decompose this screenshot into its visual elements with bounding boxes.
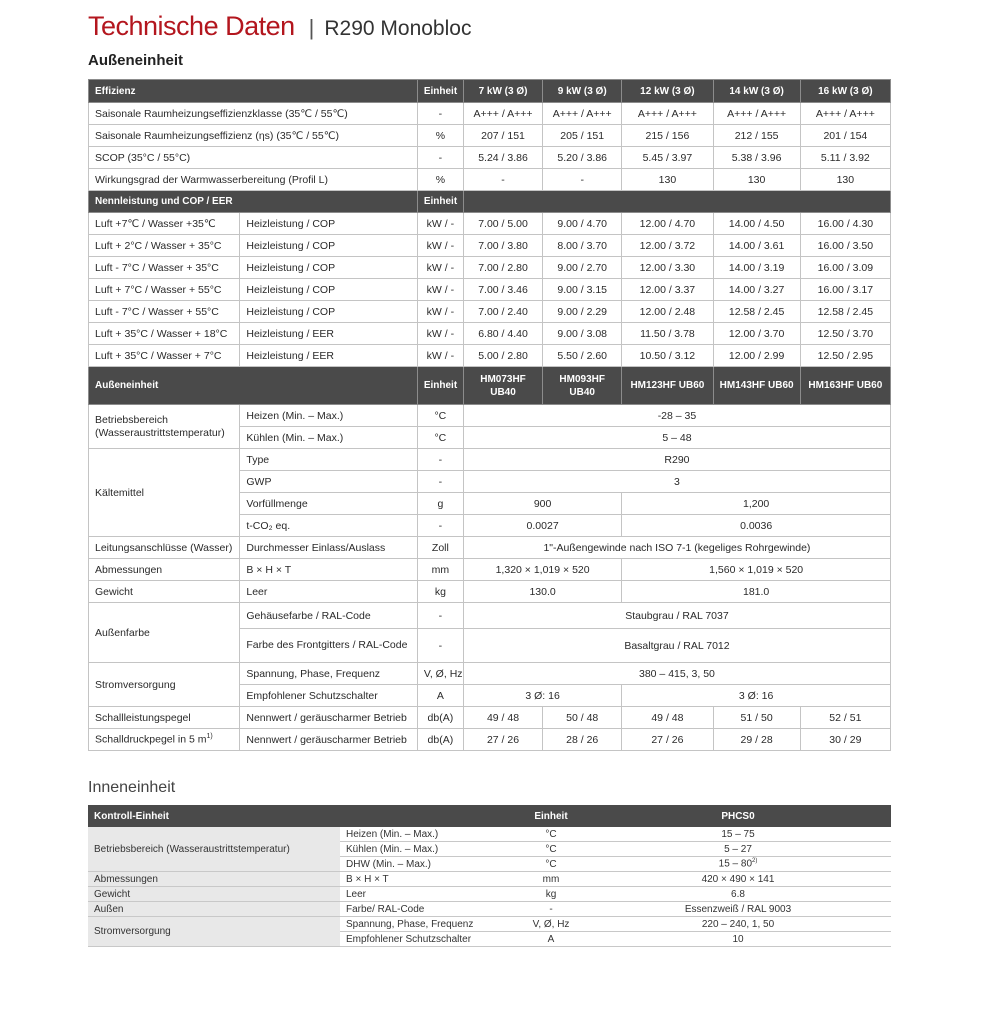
row-param: Empfohlener Schutzschalter (340, 932, 517, 947)
cell-value: 3 Ø: 16 (463, 685, 621, 707)
row-param: Heizleistung / EER (240, 345, 417, 367)
row-label: Außenfarbe (89, 603, 240, 663)
table-row (89, 125, 891, 147)
cell-value: 12.50 / 2.95 (800, 345, 890, 367)
row-unit: g (417, 493, 463, 515)
cell-value: 215 / 156 (622, 125, 713, 147)
cell-value: 9.00 / 2.70 (543, 257, 622, 279)
unit-header-row (89, 367, 891, 405)
cell-value: 16.00 / 3.50 (800, 235, 890, 257)
cell-value: 10 (585, 932, 891, 947)
cell-value: 7.00 / 3.46 (463, 279, 542, 301)
efficiency-header-label: Effizienz (89, 80, 418, 103)
cell-value: 6.80 / 4.40 (463, 323, 542, 345)
cell-value: 220 – 240, 1, 50 (585, 917, 891, 932)
row-unit: kW / - (417, 213, 463, 235)
cell-value: 28 / 26 (543, 729, 622, 751)
cell-value: 12.00 / 3.30 (622, 257, 713, 279)
unit-header-unit: Einheit (417, 367, 463, 405)
row-condition: Luft + 35°C / Wasser + 7°C (89, 345, 240, 367)
model-name: HM073HF UB40 (463, 367, 542, 405)
row-label: Gewicht (89, 581, 240, 603)
row-unit: - (517, 902, 585, 917)
cell-value: 205 / 151 (543, 125, 622, 147)
row-unit: - (417, 515, 463, 537)
indoor-spec-table (88, 805, 891, 947)
cell-value: 5.11 / 3.92 (800, 147, 890, 169)
cell-value: 201 / 154 (800, 125, 890, 147)
cell-value: 27 / 26 (463, 729, 542, 751)
row-label (89, 729, 240, 751)
cell-value: 9.00 / 2.29 (543, 301, 622, 323)
cell-value: 12.58 / 2.45 (800, 301, 890, 323)
cell-value: 3 Ø: 16 (622, 685, 891, 707)
row-label: Gewicht (88, 887, 340, 902)
row-param: Gehäusefarbe / RAL-Code (240, 603, 417, 629)
row-label: Betriebsbereich (Wasseraustrittstemperatur) (89, 405, 240, 449)
row-param: Leer (240, 581, 417, 603)
cell-value: 130.0 (463, 581, 621, 603)
table-row (89, 603, 891, 629)
cell-value: 1,200 (622, 493, 891, 515)
table-row (89, 537, 891, 559)
row-unit: - (417, 147, 463, 169)
cell-value: 16.00 / 3.17 (800, 279, 890, 301)
cell-value: 5.00 / 2.80 (463, 345, 542, 367)
cell-value: A+++ / A+++ (543, 103, 622, 125)
cell-value: 16.00 / 4.30 (800, 213, 890, 235)
indoor-heading: Inneneinheit (88, 779, 176, 796)
row-unit: mm (517, 872, 585, 887)
cell-value: 1,320 × 1,019 × 520 (463, 559, 621, 581)
row-unit: - (417, 103, 463, 125)
cell-value: Essenzweiß / RAL 9003 (585, 902, 891, 917)
table-row (89, 235, 891, 257)
row-unit: % (417, 125, 463, 147)
cell-value: 12.00 / 4.70 (622, 213, 713, 235)
rating-header-blank (463, 191, 890, 213)
row-unit: kW / - (417, 345, 463, 367)
row-param: Heizen (Min. – Max.) (240, 405, 417, 427)
table-row (89, 279, 891, 301)
row-unit: °C (517, 827, 585, 842)
row-unit: db(A) (417, 707, 463, 729)
table-row (89, 449, 891, 471)
row-param: Kühlen (Min. – Max.) (240, 427, 417, 449)
row-param: Farbe des Frontgitters / RAL-Code (240, 629, 417, 663)
cell-value: 52 / 51 (800, 707, 890, 729)
rating-header-row (89, 191, 891, 213)
cell-value: 12.00 / 3.72 (622, 235, 713, 257)
row-param: Kühlen (Min. – Max.) (340, 842, 517, 857)
cell-value: 1"-Außengewinde nach ISO 7-1 (kegeliges Rohrgewinde) (463, 537, 890, 559)
row-param: Type (240, 449, 417, 471)
row-param: Spannung, Phase, Frequenz (340, 917, 517, 932)
row-condition: Luft - 7°C / Wasser + 35°C (89, 257, 240, 279)
cell-value: 7.00 / 5.00 (463, 213, 542, 235)
cell-value: 5 – 27 (585, 842, 891, 857)
cell-value: 29 / 28 (713, 729, 800, 751)
cell-value: 0.0027 (463, 515, 621, 537)
efficiency-header-unit: Einheit (417, 80, 463, 103)
table-row (89, 559, 891, 581)
row-param: Heizleistung / COP (240, 213, 417, 235)
row-condition: Luft + 7°C / Wasser + 55°C (89, 279, 240, 301)
table-row (89, 323, 891, 345)
rating-header-unit: Einheit (417, 191, 463, 213)
row-unit: °C (517, 842, 585, 857)
footnote-marker: 1) (206, 733, 213, 741)
cell-value: 49 / 48 (622, 707, 713, 729)
table-row (89, 301, 891, 323)
row-param: Heizleistung / COP (240, 257, 417, 279)
cell-value: 7.00 / 3.80 (463, 235, 542, 257)
row-label-text: Schalldruckpegel in 5 m (95, 733, 207, 746)
table-row (89, 663, 891, 685)
row-label: Wirkungsgrad der Warmwasserbereitung (Profil L) (89, 169, 418, 191)
table-row (88, 902, 891, 917)
row-label: SCOP (35°C / 55°C) (89, 147, 418, 169)
cell-value: 5.24 / 3.86 (463, 147, 542, 169)
cell-value: A+++ / A+++ (800, 103, 890, 125)
cell-value: - (463, 169, 542, 191)
row-condition: Luft + 2°C / Wasser + 35°C (89, 235, 240, 257)
row-param: Farbe/ RAL-Code (340, 902, 517, 917)
table-row (89, 147, 891, 169)
row-condition: Luft - 7°C / Wasser + 55°C (89, 301, 240, 323)
model-name: HM143HF UB60 (713, 367, 800, 405)
row-param: Heizleistung / COP (240, 235, 417, 257)
row-unit: Zoll (417, 537, 463, 559)
row-unit: db(A) (417, 729, 463, 751)
row-unit: V, Ø, Hz (517, 917, 585, 932)
row-param: Nennwert / geräuscharmer Betrieb (240, 729, 417, 751)
cell-value: 15 – 75 (585, 827, 891, 842)
row-label: Betriebsbereich (Wasseraustrittstemperatur) (88, 827, 340, 872)
efficiency-header-row (89, 80, 891, 103)
row-unit: °C (517, 857, 585, 872)
row-param: Heizleistung / EER (240, 323, 417, 345)
cell-value: 9.00 / 3.08 (543, 323, 622, 345)
outdoor-spec-table (88, 79, 891, 751)
cell-value: - (543, 169, 622, 191)
row-param: Spannung, Phase, Frequenz (240, 663, 417, 685)
row-param: Vorfüllmenge (240, 493, 417, 515)
cell-value: 207 / 151 (463, 125, 542, 147)
row-param: DHW (Min. – Max.) (340, 857, 517, 872)
cell-value: 16.00 / 3.09 (800, 257, 890, 279)
cell-value: 12.58 / 2.45 (713, 301, 800, 323)
row-unit: kW / - (417, 301, 463, 323)
row-unit: kg (417, 581, 463, 603)
cell-value: 12.50 / 3.70 (800, 323, 890, 345)
cell-value: 27 / 26 (622, 729, 713, 751)
table-row (88, 917, 891, 932)
cell-value: 7.00 / 2.80 (463, 257, 542, 279)
cell-value: 14.00 / 3.61 (713, 235, 800, 257)
footnote-marker: 2) (752, 858, 758, 865)
table-row (89, 581, 891, 603)
cell-value: 900 (463, 493, 621, 515)
cell-value: Staubgrau / RAL 7037 (463, 603, 890, 629)
cell-value: 5.45 / 3.97 (622, 147, 713, 169)
page-title (88, 10, 471, 45)
cell-value: 1,560 × 1,019 × 520 (622, 559, 891, 581)
cell-value: 51 / 50 (713, 707, 800, 729)
row-param: t-CO₂ eq. (240, 515, 417, 537)
row-label: Stromversorgung (89, 663, 240, 707)
row-param: Nennwert / geräuscharmer Betrieb (240, 707, 417, 729)
row-label: Saisonale Raumheizungseffizienz (ηs) (35℃ / 55℃) (89, 125, 418, 147)
row-condition: Luft +7℃ / Wasser +35℃ (89, 213, 240, 235)
title-separator: | (308, 15, 315, 40)
table-row (89, 103, 891, 125)
cell-value-text: 15 – 80 (718, 858, 753, 870)
row-unit: °C (417, 427, 463, 449)
model-name: HM163HF UB60 (800, 367, 890, 405)
row-unit: - (417, 603, 463, 629)
row-unit: V, Ø, Hz (417, 663, 463, 685)
row-unit: kW / - (417, 257, 463, 279)
row-label: Abmessungen (88, 872, 340, 887)
model-header: 14 kW (3 Ø) (713, 80, 800, 103)
row-param: Heizen (Min. – Max.) (340, 827, 517, 842)
row-param: B × H × T (240, 559, 417, 581)
model-header: 9 kW (3 Ø) (543, 80, 622, 103)
cell-value: A+++ / A+++ (463, 103, 542, 125)
row-param: Leer (340, 887, 517, 902)
cell-value: -28 – 35 (463, 405, 890, 427)
cell-value: 30 / 29 (800, 729, 890, 751)
cell-value: R290 (463, 449, 890, 471)
title-subtitle: R290 Monobloc (324, 17, 472, 40)
row-unit: °C (417, 405, 463, 427)
row-unit: kW / - (417, 279, 463, 301)
row-label: Saisonale Raumheizungseffizienzklasse (35℃ / 55℃) (89, 103, 418, 125)
table-row (89, 213, 891, 235)
cell-value: 130 (713, 169, 800, 191)
row-label: Abmessungen (89, 559, 240, 581)
model-header: 7 kW (3 Ø) (463, 80, 542, 103)
cell-value: 9.00 / 3.15 (543, 279, 622, 301)
row-unit: A (417, 685, 463, 707)
row-condition: Luft + 35°C / Wasser + 18°C (89, 323, 240, 345)
cell-value: 7.00 / 2.40 (463, 301, 542, 323)
cell-value: 130 (800, 169, 890, 191)
indoor-header-label: Kontroll-Einheit (88, 805, 517, 827)
cell-value: 130 (622, 169, 713, 191)
cell-value: 49 / 48 (463, 707, 542, 729)
model-name: HM093HF UB40 (543, 367, 622, 405)
cell-value: 14.00 / 4.50 (713, 213, 800, 235)
indoor-header-row (88, 805, 891, 827)
cell-value: 12.00 / 2.99 (713, 345, 800, 367)
cell-value: 12.00 / 3.37 (622, 279, 713, 301)
cell-value (585, 857, 891, 872)
cell-value: 14.00 / 3.19 (713, 257, 800, 279)
row-param: Heizleistung / COP (240, 301, 417, 323)
cell-value: 5.38 / 3.96 (713, 147, 800, 169)
table-row (89, 257, 891, 279)
row-param: Durchmesser Einlass/Auslass (240, 537, 417, 559)
model-header: 12 kW (3 Ø) (622, 80, 713, 103)
cell-value: 420 × 490 × 141 (585, 872, 891, 887)
cell-value: 14.00 / 3.27 (713, 279, 800, 301)
unit-header-label: Außeneinheit (89, 367, 418, 405)
row-unit: kW / - (417, 323, 463, 345)
cell-value: 5 – 48 (463, 427, 890, 449)
model-name: HM123HF UB60 (622, 367, 713, 405)
row-unit: A (517, 932, 585, 947)
cell-value: 6.8 (585, 887, 891, 902)
indoor-header-model: PHCS0 (585, 805, 891, 827)
cell-value: 50 / 48 (543, 707, 622, 729)
indoor-header-unit: Einheit (517, 805, 585, 827)
table-row (89, 729, 891, 751)
cell-value: 12.00 / 2.48 (622, 301, 713, 323)
table-row (89, 169, 891, 191)
row-label: Schallleistungspegel (89, 707, 240, 729)
row-unit: - (417, 449, 463, 471)
row-label: Leitungsanschlüsse (Wasser) (89, 537, 240, 559)
rating-header-label: Nennleistung und COP / EER (89, 191, 418, 213)
cell-value: 12.00 / 3.70 (713, 323, 800, 345)
row-unit: kg (517, 887, 585, 902)
row-unit: mm (417, 559, 463, 581)
model-header: 16 kW (3 Ø) (800, 80, 890, 103)
row-label: Stromversorgung (88, 917, 340, 947)
cell-value: 5.20 / 3.86 (543, 147, 622, 169)
cell-value: 380 – 415, 3, 50 (463, 663, 890, 685)
row-label: Kältemittel (89, 449, 240, 537)
cell-value: 181.0 (622, 581, 891, 603)
row-param: Heizleistung / COP (240, 279, 417, 301)
table-row (89, 405, 891, 427)
title-main: Technische Daten (88, 11, 295, 41)
table-row (89, 707, 891, 729)
cell-value: A+++ / A+++ (622, 103, 713, 125)
row-param: Empfohlener Schutzschalter (240, 685, 417, 707)
cell-value: 9.00 / 4.70 (543, 213, 622, 235)
row-unit: - (417, 471, 463, 493)
row-unit: kW / - (417, 235, 463, 257)
cell-value: 10.50 / 3.12 (622, 345, 713, 367)
row-unit: - (417, 629, 463, 663)
table-row (88, 872, 891, 887)
cell-value: 0.0036 (622, 515, 891, 537)
row-label: Außen (88, 902, 340, 917)
row-param: B × H × T (340, 872, 517, 887)
cell-value: 11.50 / 3.78 (622, 323, 713, 345)
cell-value: 5.50 / 2.60 (543, 345, 622, 367)
outdoor-heading: Außeneinheit (88, 52, 184, 69)
cell-value: 8.00 / 3.70 (543, 235, 622, 257)
row-unit: % (417, 169, 463, 191)
cell-value: 212 / 155 (713, 125, 800, 147)
row-param: GWP (240, 471, 417, 493)
cell-value: 3 (463, 471, 890, 493)
cell-value: A+++ / A+++ (713, 103, 800, 125)
cell-value: Basaltgrau / RAL 7012 (463, 629, 890, 663)
table-row (88, 827, 891, 842)
table-row (89, 345, 891, 367)
table-row (88, 887, 891, 902)
